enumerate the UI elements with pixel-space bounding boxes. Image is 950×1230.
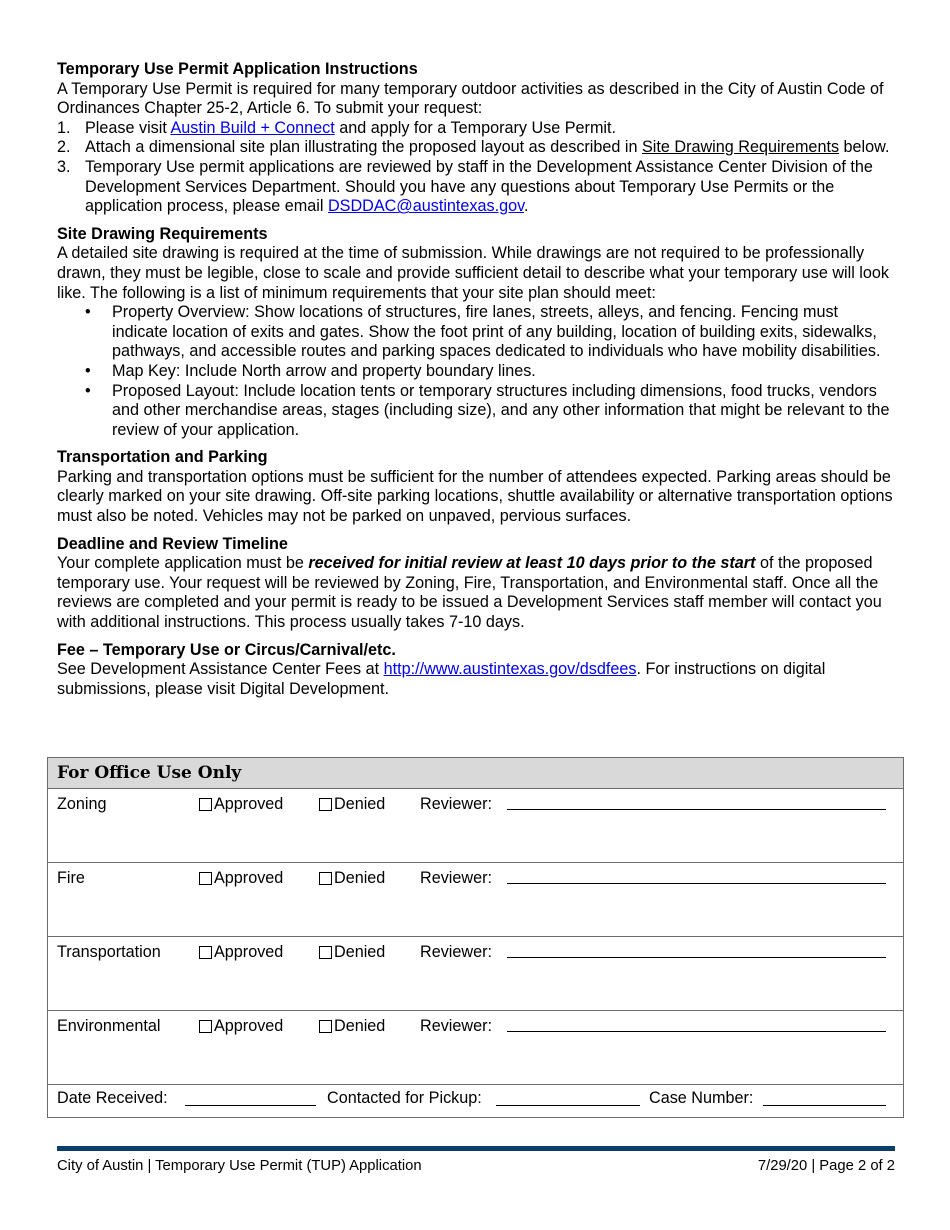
reviewer-label: Reviewer:: [420, 943, 492, 961]
section-fee: [57, 641, 895, 700]
step-item: 2. Attach a dimensional site plan illustrating the proposed layout as described in Site Drawing Requirements below.: [57, 138, 890, 157]
denied-checkbox[interactable]: Denied: [319, 795, 385, 814]
office-row-environmental: [48, 1011, 903, 1085]
approved-checkbox[interactable]: Approved: [199, 795, 283, 814]
office-use-title: For Office Use Only: [48, 758, 903, 789]
footer-page-info: 7/29/20 | Page 2 of 2: [757, 1158, 895, 1174]
row-label: Transportation: [57, 943, 161, 961]
row-label: Environmental: [57, 1017, 161, 1035]
office-row-zoning: [48, 789, 903, 863]
contacted-label: Contacted for Pickup:: [327, 1089, 482, 1107]
deadline-emphasis: received for initial review at least 10 days prior to the start: [308, 554, 756, 573]
dsd-fees-link[interactable]: http://www.austintexas.gov/dsdfees: [383, 660, 637, 679]
contacted-line[interactable]: [496, 1105, 640, 1106]
case-number-label: Case Number:: [649, 1089, 754, 1107]
instructions-steps: [57, 119, 895, 217]
approved-checkbox[interactable]: Approved: [199, 1017, 283, 1036]
case-number-line[interactable]: [763, 1105, 886, 1106]
denied-checkbox[interactable]: Denied: [319, 869, 385, 888]
reviewer-label: Reviewer:: [420, 1017, 492, 1035]
fee-body: See Development Assistance Center Fees at http://www.austintexas.gov/dsdfees. For instructions on digital submissions, please visit Digital Development.: [57, 660, 826, 698]
checkbox-icon: [319, 872, 332, 885]
bullet-icon: •: [85, 381, 91, 400]
checkbox-icon: [199, 798, 212, 811]
austin-build-connect-link[interactable]: Austin Build + Connect: [170, 118, 335, 137]
office-row-transportation: [48, 937, 903, 1011]
email-link[interactable]: DSDDAC@austintexas.gov: [327, 197, 525, 216]
denied-checkbox[interactable]: Denied: [319, 1017, 385, 1036]
site-drawing-title: Site Drawing Requirements: [57, 224, 268, 243]
approved-checkbox[interactable]: Approved: [199, 869, 283, 888]
deadline-body: Your complete application must be received for initial review at least 10 days prior to the start of the proposed temporary use. Your request will be reviewed by Zoning, Fire, Transportation, and Environmental staff. Once all the reviews are completed and your permit is ready to be issued a Development Services staff member will contact you with additional instructions. This process usually takes 7-10 days.: [57, 554, 882, 632]
step-item: 1. Please visit Austin Build + Connect and apply for a Temporary Use Permit.: [57, 118, 617, 137]
section-deadline: [57, 535, 895, 633]
office-row-fire: [48, 863, 903, 937]
instructions-body: [57, 60, 895, 707]
checkbox-icon: [319, 798, 332, 811]
bullet-icon: •: [85, 303, 91, 322]
footer-title: City of Austin | Temporary Use Permit (TUP) Application: [57, 1158, 422, 1174]
bullet-icon: •: [85, 361, 91, 380]
section-instructions: [57, 60, 895, 217]
step-item: 3. Temporary Use permit applications are reviewed by staff in the Development Assistance Center Division of the Development Services Department. Should you have any questions about Temporary Use Permits or the application process, please email DSDDAC@austintexas.gov.: [57, 157, 873, 216]
row-label: Fire: [57, 869, 85, 887]
checkbox-icon: [319, 1020, 332, 1033]
checkbox-icon: [319, 946, 332, 959]
reviewer-line[interactable]: [507, 809, 886, 810]
site-drawing-intro: A detailed site drawing is required at the time of submission. While drawings are not required to be professionally drawn, they must be legible, close to scale and provide sufficient detail to describe what your temporary use will look like. The following is a list of minimum requirements that your site plan should meet:: [57, 244, 889, 302]
row-label: Zoning: [57, 795, 107, 813]
reviewer-label: Reviewer:: [420, 795, 492, 813]
bullet-item: • Proposed Layout: Include location tents or temporary structures including dimensions, food trucks, vendors and other merchandise areas, stages (including size), and any other information that might be relevant to the review of your application.: [85, 381, 890, 439]
reviewer-label: Reviewer:: [420, 869, 492, 887]
step-number: 1.: [57, 118, 71, 137]
deadline-title: Deadline and Review Timeline: [57, 534, 288, 553]
transportation-title: Transportation and Parking: [57, 448, 268, 467]
checkbox-icon: [199, 946, 212, 959]
bullet-item: • Map Key: Include North arrow and property boundary lines.: [85, 361, 536, 380]
date-received-line[interactable]: [185, 1105, 316, 1106]
reviewer-line[interactable]: [507, 883, 886, 884]
checkbox-icon: [199, 872, 212, 885]
section-transportation: [57, 448, 895, 526]
bullet-item: • Property Overview: Show locations of structures, fire lanes, streets, alleys, and fencing. Fencing must indicate location of exits and gates. Show the foot print of any building, location of building exits, sidewalks, pathways, and accessible routes and parking spaces dedicated to individuals who have mobility disabilities.: [85, 303, 881, 361]
reviewer-line[interactable]: [507, 1031, 886, 1032]
step-number: 2.: [57, 138, 71, 157]
instructions-intro: A Temporary Use Permit is required for many temporary outdoor activities as described in the City of Austin Code of Ordinances Chapter 25-2, Article 6. To submit your request:: [57, 79, 884, 118]
site-drawing-reference: Site Drawing Requirements: [642, 138, 840, 157]
reviewer-line[interactable]: [507, 957, 886, 958]
office-use-table: [47, 757, 904, 1118]
section-site-drawing: [57, 225, 895, 441]
approved-checkbox[interactable]: Approved: [199, 943, 283, 962]
transportation-body: Parking and transportation options must be sufficient for the number of attendees expected. Parking areas should be clearly marked on your site drawing. Off-site parking locations, shuttle availability or alternative transportation options must also be noted. Vehicles may not be parked on unpaved, pervious surfaces.: [57, 467, 893, 526]
office-footer-row: [48, 1085, 903, 1117]
footer-divider: [57, 1146, 895, 1151]
instructions-title: Temporary Use Permit Application Instructions: [57, 60, 418, 78]
step-number: 3.: [57, 157, 71, 176]
denied-checkbox[interactable]: Denied: [319, 943, 385, 962]
fee-title: Fee – Temporary Use or Circus/Carnival/etc.: [57, 640, 396, 659]
checkbox-icon: [199, 1020, 212, 1033]
site-drawing-bullets: [57, 303, 895, 440]
date-received-label: Date Received:: [57, 1089, 168, 1107]
